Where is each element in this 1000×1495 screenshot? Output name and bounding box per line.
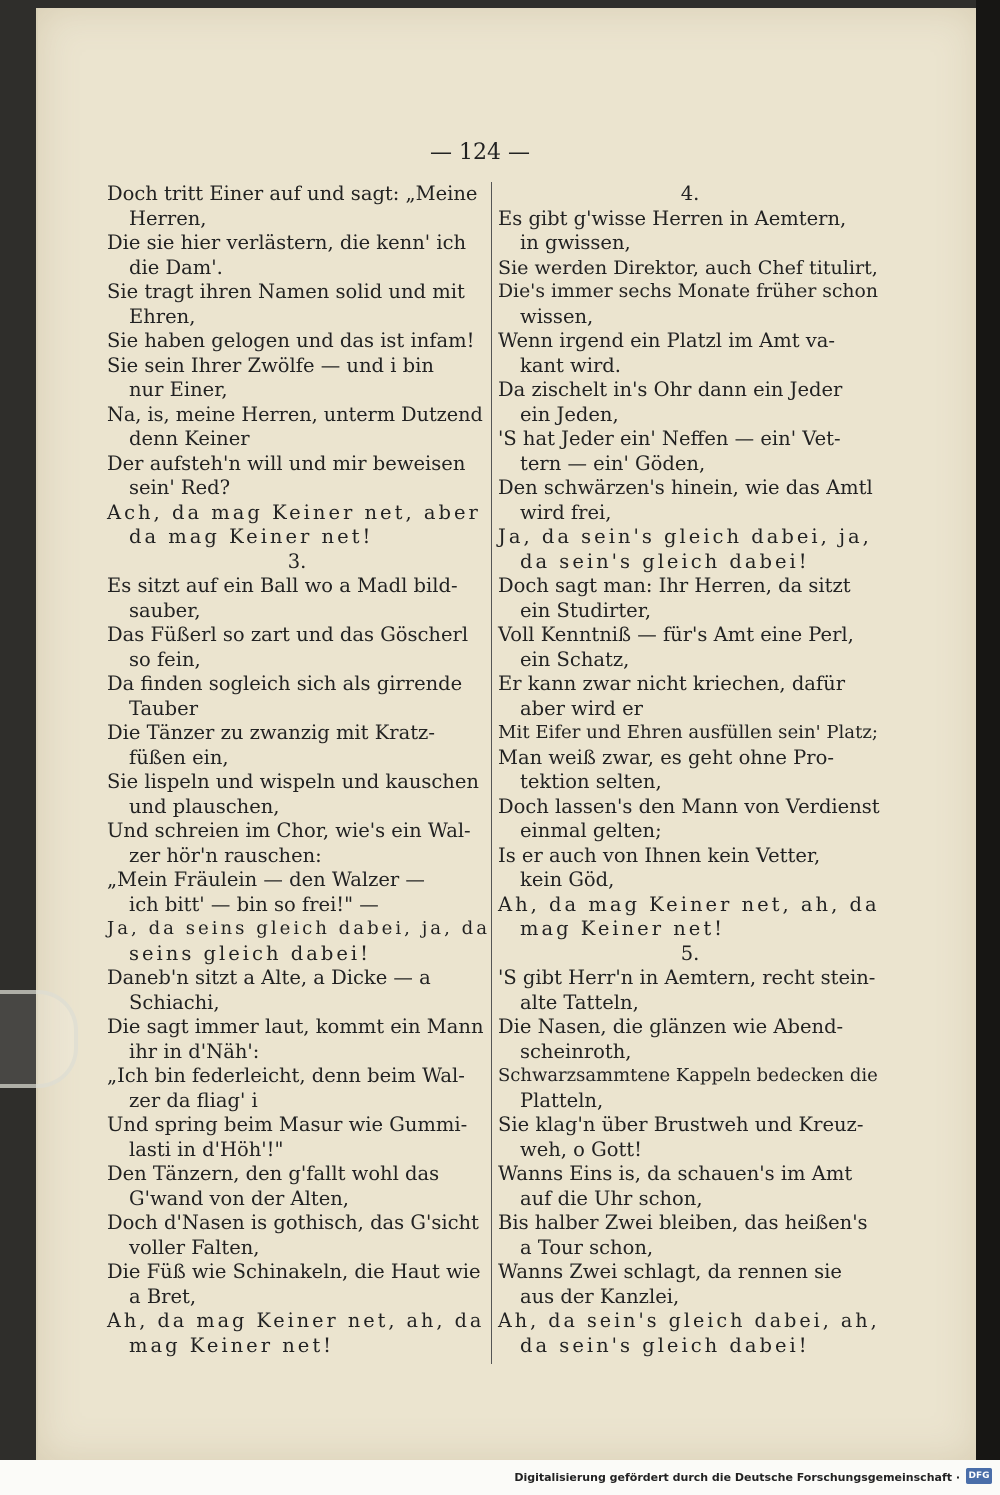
text-line: Die Füß wie Schinakeln, die Haut wie [107, 1260, 481, 1283]
text-line: Voll Kenntniß — für's Amt eine Perl, [498, 623, 854, 646]
text-line: voller Falten, [129, 1235, 260, 1259]
text-line: da sein's gleich dabei! [520, 1333, 810, 1357]
text-line: Die's immer sechs Monate früher schon [498, 281, 878, 302]
text-line: Sie lispeln und wispeln und kauschen [107, 770, 479, 793]
text-line: 'S hat Jeder ein' Neffen — ein' Vet- [498, 427, 841, 450]
text-line: Die sagt immer laut, kommt ein Mann [107, 1015, 484, 1038]
text-line: Tauber [129, 696, 199, 720]
text-line: wissen, [520, 304, 594, 328]
dfg-logo: DFG [966, 1468, 992, 1484]
text-line: Mit Eifer und Ehren ausfüllen sein' Platz; [498, 722, 878, 743]
text-line: wird frei, [520, 500, 612, 524]
text-line: Platteln, [520, 1088, 604, 1112]
text-line: tern — ein' Göden, [520, 451, 706, 475]
text-line: Schwarzsammtene Kappeln bedecken die [498, 1065, 878, 1086]
text-line: kant wird. [520, 353, 621, 377]
text-line: Ah, da sein's gleich dabei, ah, [498, 1309, 880, 1332]
text-line: Die Tänzer zu zwanzig mit Kratz- [107, 721, 435, 744]
text-line: Wanns Zwei schlagt, da rennen sie [498, 1260, 842, 1283]
column-divider [491, 182, 492, 1364]
text-line: Sie sein Ihrer Zwölfe — und i bin [107, 353, 434, 377]
text-line: tektion selten, [520, 770, 662, 793]
text-line: einmal gelten; [520, 819, 662, 842]
text-line: da mag Keiner net! [129, 525, 374, 548]
text-line: die Dam'. [129, 255, 223, 279]
text-line: zer hör'n rauschen: [129, 843, 322, 867]
text-line: a Tour schon, [520, 1235, 654, 1259]
text-line: füßen ein, [129, 745, 229, 769]
text-line: Da finden sogleich sich als girrende [107, 672, 463, 695]
text-line: aber wird er [520, 696, 643, 720]
text-line: lasti in d'Höh'!" [129, 1137, 284, 1161]
text-line: ein Schatz, [520, 647, 630, 671]
text-line: seins gleich dabei! [129, 941, 371, 965]
text-line: Der aufsteh'n will und mir beweisen [107, 451, 466, 475]
text-line: denn Keiner [129, 427, 250, 450]
text-line: Den schwärzen's hinein, wie das Amtl [498, 476, 873, 499]
text-line: ein Studirter, [520, 598, 652, 622]
left-column [107, 182, 491, 1358]
right-column [498, 182, 882, 1358]
text-line: Bis halber Zwei bleiben, das heißen's [498, 1211, 868, 1234]
text-line: da sein's gleich dabei! [520, 549, 810, 573]
text-line: scheinroth, [520, 1039, 632, 1063]
text-line: alte Tatteln, [520, 990, 639, 1014]
text-line: a Bret, [129, 1284, 197, 1308]
text-line: Sie tragt ihren Namen solid und mit [107, 280, 465, 303]
text-line: Die Nasen, die glänzen wie Abend- [498, 1015, 844, 1038]
text-line: Ehren, [129, 304, 196, 328]
text-line: Ja, da sein's gleich dabei, ja, [498, 525, 872, 548]
text-line: weh, o Gott! [520, 1137, 642, 1161]
text-line: zer da fliag' i [129, 1088, 258, 1112]
text-line: ich bitt' — bin so frei!" — [129, 892, 379, 916]
text-line: aus der Kanzlei, [520, 1284, 680, 1308]
text-line: Man weiß zwar, es geht ohne Pro- [498, 745, 834, 769]
text-line: Is er auch von Ihnen kein Vetter, [498, 843, 821, 867]
text-line: ein Jeden, [520, 402, 619, 426]
text-line: nur Einer, [129, 378, 228, 401]
text-line: 3. [287, 549, 307, 573]
text-line: Die sie hier verlästern, die kenn' ich [107, 231, 467, 254]
text-line: Und schreien im Chor, wie's ein Wal- [107, 819, 471, 842]
text-line: Er kann zwar nicht kriechen, dafür [498, 672, 846, 695]
text-line: Und spring beim Masur wie Gummi- [107, 1113, 468, 1136]
text-line: Es sitzt auf ein Ball wo a Madl bild- [107, 574, 458, 597]
text-line: Da zischelt in's Ohr dann ein Jeder [498, 378, 843, 401]
text-line: „Mein Fräulein — den Walzer — [107, 868, 425, 891]
text-line: Doch sagt man: Ihr Herren, da sitzt [498, 574, 851, 597]
text-line: Den Tänzern, den g'fallt wohl das [107, 1162, 440, 1185]
page-number: — 124 — [430, 140, 530, 165]
text-line: Schiachi, [129, 990, 220, 1014]
text-line: mag Keiner net! [520, 917, 726, 940]
text-line: G'wand von der Alten, [129, 1186, 350, 1210]
text-line: kein Göd, [520, 868, 615, 891]
text-line: so fein, [129, 647, 201, 671]
footer-credit: Digitalisierung gefördert durch die Deutsche Forschungsgemeinschaft · [514, 1471, 960, 1484]
text-line: Ah, da mag Keiner net, ah, da [107, 1309, 485, 1332]
text-line: und plauschen, [129, 794, 280, 818]
text-line: Doch d'Nasen is gothisch, das G'sicht [107, 1211, 479, 1234]
text-line: Sie haben gelogen und das ist infam! [107, 329, 475, 352]
text-line: sauber, [129, 598, 201, 622]
text-line: 'S gibt Herr'n in Aemtern, recht stein- [498, 966, 876, 989]
text-line: Ach, da mag Keiner net, aber [107, 500, 481, 524]
text-line: auf die Uhr schon, [520, 1186, 703, 1210]
text-line: Sie werden Direktor, auch Chef titulirt, [498, 255, 878, 279]
text-line: Das Füßerl so zart und das Göscherl [107, 623, 469, 646]
text-line: ihr in d'Näh': [129, 1039, 260, 1063]
text-line: Ja, da seins gleich dabei, ja, da [107, 918, 491, 939]
page-clip [0, 990, 78, 1088]
text-line: in gwissen, [520, 231, 631, 254]
text-line: „Ich bin federleicht, denn beim Wal- [107, 1064, 465, 1087]
text-line: mag Keiner net! [129, 1333, 335, 1357]
text-line: Sie klag'n über Brustweh und Kreuz- [498, 1113, 864, 1136]
text-line: Na, is, meine Herren, unterm Dutzend [107, 402, 483, 426]
text-line: sein' Red? [129, 476, 231, 499]
text-line: 4. [680, 182, 700, 205]
text-line: Doch lassen's den Mann von Verdienst [498, 794, 880, 818]
text-line: Daneb'n sitzt a Alte, a Dicke — a [107, 966, 431, 989]
text-line: Wanns Eins is, da schauen's im Amt [498, 1162, 853, 1185]
text-line: Doch tritt Einer auf und sagt: „Meine [107, 182, 478, 205]
text-line: Herren, [129, 206, 207, 230]
scan-right-edge [976, 0, 1000, 1460]
text-line: Ah, da mag Keiner net, ah, da [498, 892, 880, 916]
text-line: Wenn irgend ein Platzl im Amt va- [498, 329, 835, 352]
text-line: Es gibt g'wisse Herren in Aemtern, [498, 206, 847, 230]
text-line: 5. [680, 941, 700, 965]
